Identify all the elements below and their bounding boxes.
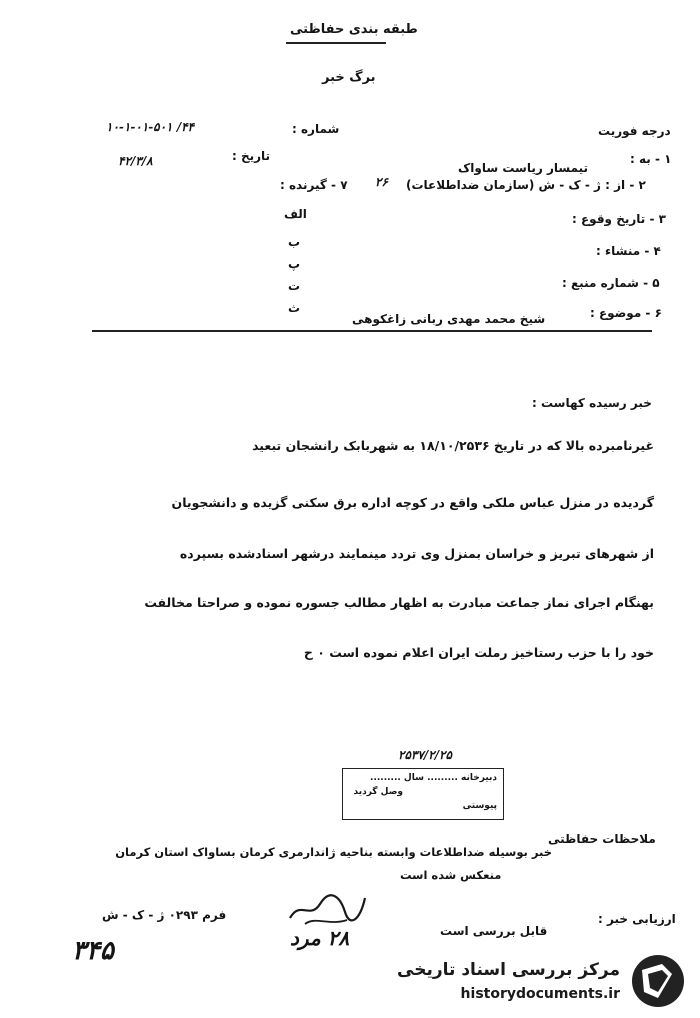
signature-note: ۲۸ مرد: [290, 926, 350, 950]
evaluation-label: ارزیابی خبر :: [598, 912, 676, 926]
field-subject-value: شیخ محمد مهدی ربانی زاغکوهی: [352, 312, 546, 326]
number-value: ۴۴/ ۱۰-۱-۰۱-۵۰۱: [106, 120, 194, 134]
field-origin: ۴ - منشاء :: [596, 244, 661, 258]
body-line-5: خود را با حزب رستاخیز رملت ایران اعلام نموده است ۰ ح: [303, 645, 654, 660]
stamp-line-3: پیوستی: [462, 801, 497, 811]
number-label: شماره :: [292, 122, 340, 136]
stamp-date: ۲۵۳۷/۲/۲۵: [398, 748, 452, 762]
watermark-box: [397, 948, 692, 1012]
body-line-1: غیرنامبرده بالا که در تاریخ ۱۸/۱۰/۲۵۳۶ به شهربابک رانشجان تبعید: [252, 438, 654, 453]
stamp-line-1: دبیرخانه ......... سال .........: [370, 773, 497, 783]
evaluation-value: قابل بررسی است: [440, 924, 548, 938]
body-intro: خبر رسیده کهاست :: [532, 396, 652, 410]
body-line-4: بهنگام اجرای نماز جماعت مبادرت به اظهار مطالب جسوره نموده و صراحتا مخالفت: [144, 595, 654, 610]
grade-p: پ: [288, 257, 301, 271]
watermark-url: historydocuments.ir: [460, 986, 620, 1002]
stamp-line-2: وصل گردید: [353, 787, 403, 797]
urgency-label: درجه فوریت: [598, 124, 671, 138]
field-receiver-label: ۷ - گیرنده :: [280, 178, 348, 192]
date-label: تاریخ :: [232, 149, 271, 163]
grade-s: ث: [288, 301, 301, 315]
field-source-number: ۵ - شماره منبع :: [562, 276, 660, 290]
history-documents-logo-icon: [628, 952, 688, 1010]
notes-label: ملاحظات حفاظتی: [548, 832, 656, 846]
notes-text: خبر بوسیله ضداطلاعات وابسته بناحیه ژاندارمری کرمان بساواک استان کرمان: [115, 845, 552, 859]
field-subject: ۶ - موضوع :: [590, 306, 662, 320]
notes-text-2: منعکس شده است: [400, 868, 502, 882]
grade-b: ب: [288, 235, 301, 249]
classification-title: طبقه بندی حفاظتی: [290, 22, 418, 37]
field-to-value: تیمسار ریاست ساواک: [458, 161, 589, 175]
field-to: ۱ - به :: [630, 152, 672, 166]
classification-underline: [286, 42, 386, 44]
subject-underline: [92, 330, 652, 332]
form-code: فرم ۰۲۹۳ ژ - ک - ش: [102, 908, 227, 922]
page-number: ۳۴۵: [72, 936, 114, 966]
body-line-2: گردیده در منزل عباس ملکی واقع در کوچه اداره برق سکنی گزیده و دانشجویان: [171, 495, 654, 510]
registration-stamp: [342, 768, 504, 820]
body-line-3: از شهرهای تبریز و خراسان بمنزل وی تردد مینمایند درشهر اسنادشده بسپرده: [179, 546, 654, 561]
field-from-code: ۲۶: [375, 175, 388, 189]
date-value: ۴۲/۳/۸: [118, 154, 153, 168]
field-from: ۲ - از : ژ - ک - ش (سازمان ضداطلاعات): [406, 178, 646, 192]
grade-t: ت: [288, 279, 301, 293]
document-type: برگ خبر: [322, 70, 376, 85]
grade-a: الف: [284, 207, 307, 221]
watermark-name: مرکز بررسی اسناد تاریخی: [397, 960, 620, 980]
field-event-date: ۳ - تاریخ وقوع :: [572, 212, 666, 226]
signature-mark: [285, 890, 370, 930]
